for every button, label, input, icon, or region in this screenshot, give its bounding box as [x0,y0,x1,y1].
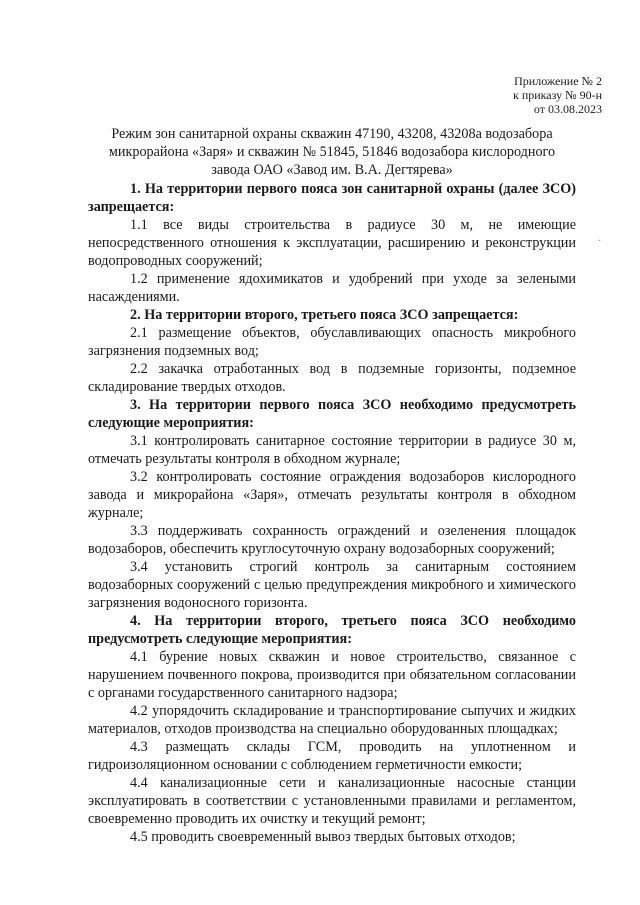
section-4-item: 4.3 размещать склады ГСМ, проводить на уплотненном и гидроизоляционном основании с соблюдением герметичности емкости; [88,739,576,773]
document-body [88,125,576,846]
section-3-item: 3.1 контролировать санитарное состояние территории в радиусе 30 м, отмечать результаты контроля в обходном журнале; [88,433,576,467]
margin-mark: · [598,236,602,247]
section-1-item: 1.1 все виды строительства в радиусе 30 м, не имеющие непосредственного отношения к эксплуатации, расширению и реконструкции водопроводных сооружений; [88,217,576,269]
annex-line-1: Приложение № 2 [514,74,602,88]
document-title: Режим зон санитарной охраны скважин 47190, 43208, 43208а водозабора микрорайона «Заря» и скважин № 51845, 51846 водозабора кислородного завода ОАО «Завод им. В.А. Дегтярева» [108,126,556,178]
annex-line-2: к приказу № 90-н [512,88,602,102]
section-2-item: 2.1 размещение объектов, обуславливающих опасность микробного загрязнения подземных вод; [88,325,576,359]
section-4-item: 4.2 упорядочить складирование и транспортирование сыпучих и жидких материалов, отходов производства на специально оборудованных площадках; [88,703,576,737]
section-1-heading: 1. На территории первого пояса зон санитарной охраны (далее ЗСО) запрещается: [88,181,576,215]
section-2-item: 2.2 закачка отработанных вод в подземные горизонты, подземное складирование твердых отходов. [88,361,576,395]
annex-block [513,74,602,116]
section-4-item: 4.4 канализационные сети и канализационные насосные станции эксплуатировать в соответствии с установленными правилами и регламентом, своевременно проводить их очистку и текущий ремонт; [88,775,576,827]
section-1-item: 1.2 применение ядохимикатов и удобрений при уходе за зелеными насаждениями. [88,271,576,305]
section-4-heading: 4. На территории второго, третьего пояса ЗСО необходимо предусмотреть следующие мероприятия: [88,613,576,647]
section-4-item: 4.1 бурение новых скважин и новое строительство, связанное с нарушением почвенного покрова, производится при обязательном согласовании с органами государственного санитарного надзора; [88,649,576,701]
annex-line-3: от 03.08.2023 [533,102,602,116]
section-3-item: 3.2 контролировать состояние ограждения водозаборов кислородного завода и микрорайона «Заря», отмечать результаты контроля в обходном журнале; [88,469,576,521]
section-3-item: 3.3 поддерживать сохранность ограждений и озеленения площадок водозаборов, обеспечить круглосуточную охрану водозаборных сооружений; [88,523,576,557]
section-3-heading: 3. На территории первого пояса ЗСО необходимо предусмотреть следующие мероприятия: [88,397,576,431]
section-3-item: 3.4 установить строгий контроль за санитарным состоянием водозаборных сооружений с целью предупреждения микробного и химического загрязнения водоносного горизонта. [88,559,576,611]
section-4-item: 4.5 проводить своевременный вывоз твердых бытовых отходов; [130,829,516,845]
section-2-heading: 2. На территории второго, третьего пояса ЗСО запрещается: [130,307,519,323]
